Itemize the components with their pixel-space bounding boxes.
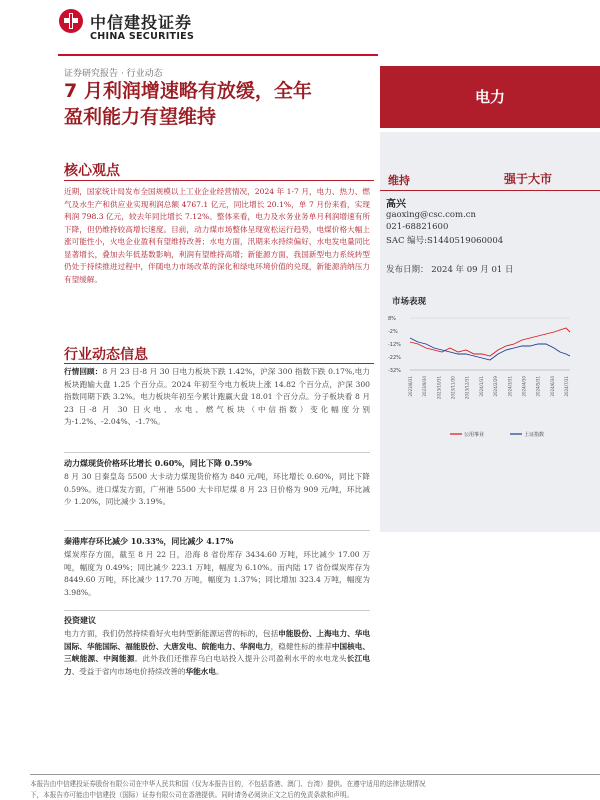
advice-text: 电力方面，我们仍然持续看好火电转型新能源运营的标的，包括 xyxy=(64,629,279,638)
advice-text: ，稳健性标的推荐 xyxy=(270,641,332,651)
x-tick: 2024/3/31 xyxy=(507,376,513,397)
header-divider xyxy=(58,54,378,56)
report-title xyxy=(64,78,374,130)
market-review-paragraph xyxy=(64,366,370,429)
coal-price-heading: 动力煤现货价格环比增长 0.60%，同比下降 0.59% xyxy=(64,458,252,468)
analyst-email: gaoxing@csc.com.cn xyxy=(386,210,477,220)
analyst-phone: 021-68821600 xyxy=(386,222,449,232)
coal-stock-heading: 秦港库存环比减少 10.33%，同比减少 4.17% xyxy=(64,536,234,546)
x-tick: 2024/1/31 xyxy=(478,376,484,397)
market-performance-chart xyxy=(388,308,588,444)
footer-rule xyxy=(30,774,600,775)
x-tick: 2024/4/30 xyxy=(521,376,527,397)
market-review-label: 行情回顾： xyxy=(64,367,103,376)
x-tick: 2023/11/30 xyxy=(450,376,456,400)
section-divider xyxy=(64,452,370,453)
y-tick: 8% xyxy=(388,316,396,322)
x-tick: 2024/6/30 xyxy=(549,376,555,397)
series-utilities-line xyxy=(410,328,570,356)
coal-stock-body: 煤炭库存方面，截至 8 月 22 日，沿海 8 省份库存 3434.60 万吨，环比减少 17.00 万吨，幅度为 0.49%；同比减少 223.1 万吨，幅度为 6.10%。而内陆 17 省份煤炭库存为 8449.60 万吨，环比减少 117.70 万吨，幅度为 1.37%；同比增加 323.4 万吨，幅度为 3.98%。 xyxy=(64,550,370,597)
rating-band xyxy=(380,170,600,191)
title-line-2: 盈利能力有望维持 xyxy=(64,106,217,128)
core-view-rule xyxy=(64,180,374,181)
market-review-text: 8 月 23 日-8 月 30 日电力板块下跌 1.42%，沪深 300 指数下跌 0.17%,电力板块跑输大盘 1.25 个百分点。2024 年初至今电力板块上涨 14.82 个百分点，沪深 300 指数同期下跌 3.2%。电力板块年初至今累计跑赢大盘 18.01 个百分点。分子板块看 8 月 23 日-8 月 30 日火电、水电、燃气板块（中信指数）变化幅度分别为-1.2%、-2.04%、-1.7%。 xyxy=(64,367,370,426)
core-view-heading: 核心观点 xyxy=(64,163,120,179)
y-tick: -32% xyxy=(388,368,401,374)
advice-stock-hydro-2: 华能水电 xyxy=(185,666,216,676)
analyst-sac: SAC 编号:S1440519060004 xyxy=(386,236,504,246)
advice-stock-hydro: 长江电力 xyxy=(64,654,371,676)
advice-text: 。此外我们还推荐乌白电站投入提升公司盈利水平的水电龙头 xyxy=(134,654,347,663)
publish-date-label: 发布日期： xyxy=(386,265,429,275)
report-category: 证券研究报告 · 行业动态 xyxy=(64,69,163,79)
advice-stocks-transition: 申能股份、上海电力、华电国际、华能国际、福能股份、大唐发电、皖能电力、华润电力 xyxy=(64,629,371,651)
analyst-name: 高兴 xyxy=(386,199,406,210)
core-view-body: 近期，国家统计局发布全国规模以上工业企业经营情况，2024 年 1-7 月，电力、热力、燃气及水生产和供应业实现利润总额 4767.1 亿元，同比增长 20.1%，单 7 月份来看，实现利润 798.3 亿元，较去年同比增长 7.12%。整体来看，电力及水务业务单月利润增速有所下降，但仍维持较高增长速度。目前，动力煤市场整体呈现宽松运行趋势，电煤价格大幅上涨可能性小，火电企业盈利有望维持改善；水电方面，汛期来水持续偏好，水电发电量同比显著增长，叠加去年低基数影响，利润有望维持高增；新能源方面，我国新型电力系统转型仍处于持续推进过程中，伴随电力市场改革的深化和绿电环境价值的兑现，新能源消纳压力有望缓解。 xyxy=(64,187,370,284)
y-tick: -12% xyxy=(388,342,401,348)
industry-rule xyxy=(64,363,374,364)
brand-name-en: CHINA SECURITIES xyxy=(90,31,195,42)
advice-stocks-stable: 中国核电、三峡能源、中闽能源 xyxy=(64,641,371,663)
publish-date xyxy=(386,263,514,275)
section-divider xyxy=(64,610,370,611)
advice-text: 、受益于省内市场电价持续改善的 xyxy=(71,666,186,676)
series-shanghai-index-line xyxy=(410,338,570,360)
x-tick: 2023/8/31 xyxy=(408,376,413,397)
y-tick: -2% xyxy=(388,329,398,335)
company-logo-icon xyxy=(58,8,84,34)
sector-banner: 电力 xyxy=(380,66,600,128)
footer-disclaimer-line-2: 下，本报告亦可能由中信建投（国际）证券有限公司在香港提供。同时请务必阅读正文之后的免责条款和声明。 xyxy=(30,791,354,799)
rating-value: 强于大市 xyxy=(504,172,553,186)
title-line-1: 7 月利润增速略有放缓，全年 xyxy=(64,80,312,102)
footer-disclaimer-line-1: 本报告由中信建投证券股份有限公司在中华人民共和国（仅为本报告目的，不包括香港、澳门、台湾）提供。在遵守适用的法律法规情况 xyxy=(30,780,426,788)
x-tick: 2023/10/31 xyxy=(436,376,442,400)
section-divider xyxy=(64,530,370,531)
brand-name-cn: 中信建投证券 xyxy=(90,13,193,32)
x-tick: 2023/9/30 xyxy=(422,376,428,397)
x-tick: 2024/2/29 xyxy=(493,376,499,397)
x-tick: 2024/5/31 xyxy=(535,376,541,397)
x-tick: 2023/12/31 xyxy=(464,376,470,400)
investment-advice-heading: 投资建议 xyxy=(64,615,96,625)
rating-label: 维持 xyxy=(388,174,410,187)
legend-shanghai-index: 上证指数 xyxy=(524,432,545,438)
coal-price-body: 8 月 30 日秦皇岛 5500 大卡动力煤现货价格为 840 元/吨，环比增长 0.60%，同比下降 0.59%。进口煤发方面，广州港 5500 大卡印尼煤 8 月 23 日价格为 909 元/吨，环比减少 1.20%，同比减少 3.19%。 xyxy=(64,472,370,506)
industry-heading: 行业动态信息 xyxy=(64,347,148,363)
y-tick: -22% xyxy=(388,355,401,361)
investment-advice-body xyxy=(64,628,370,678)
market-performance-title: 市场表现 xyxy=(392,297,427,307)
x-tick: 2024/7/31 xyxy=(564,376,569,397)
legend-utilities: 公用事业 xyxy=(464,432,485,438)
advice-text: 。 xyxy=(215,666,224,676)
publish-date-value: 2024 年 09 月 01 日 xyxy=(431,265,514,275)
